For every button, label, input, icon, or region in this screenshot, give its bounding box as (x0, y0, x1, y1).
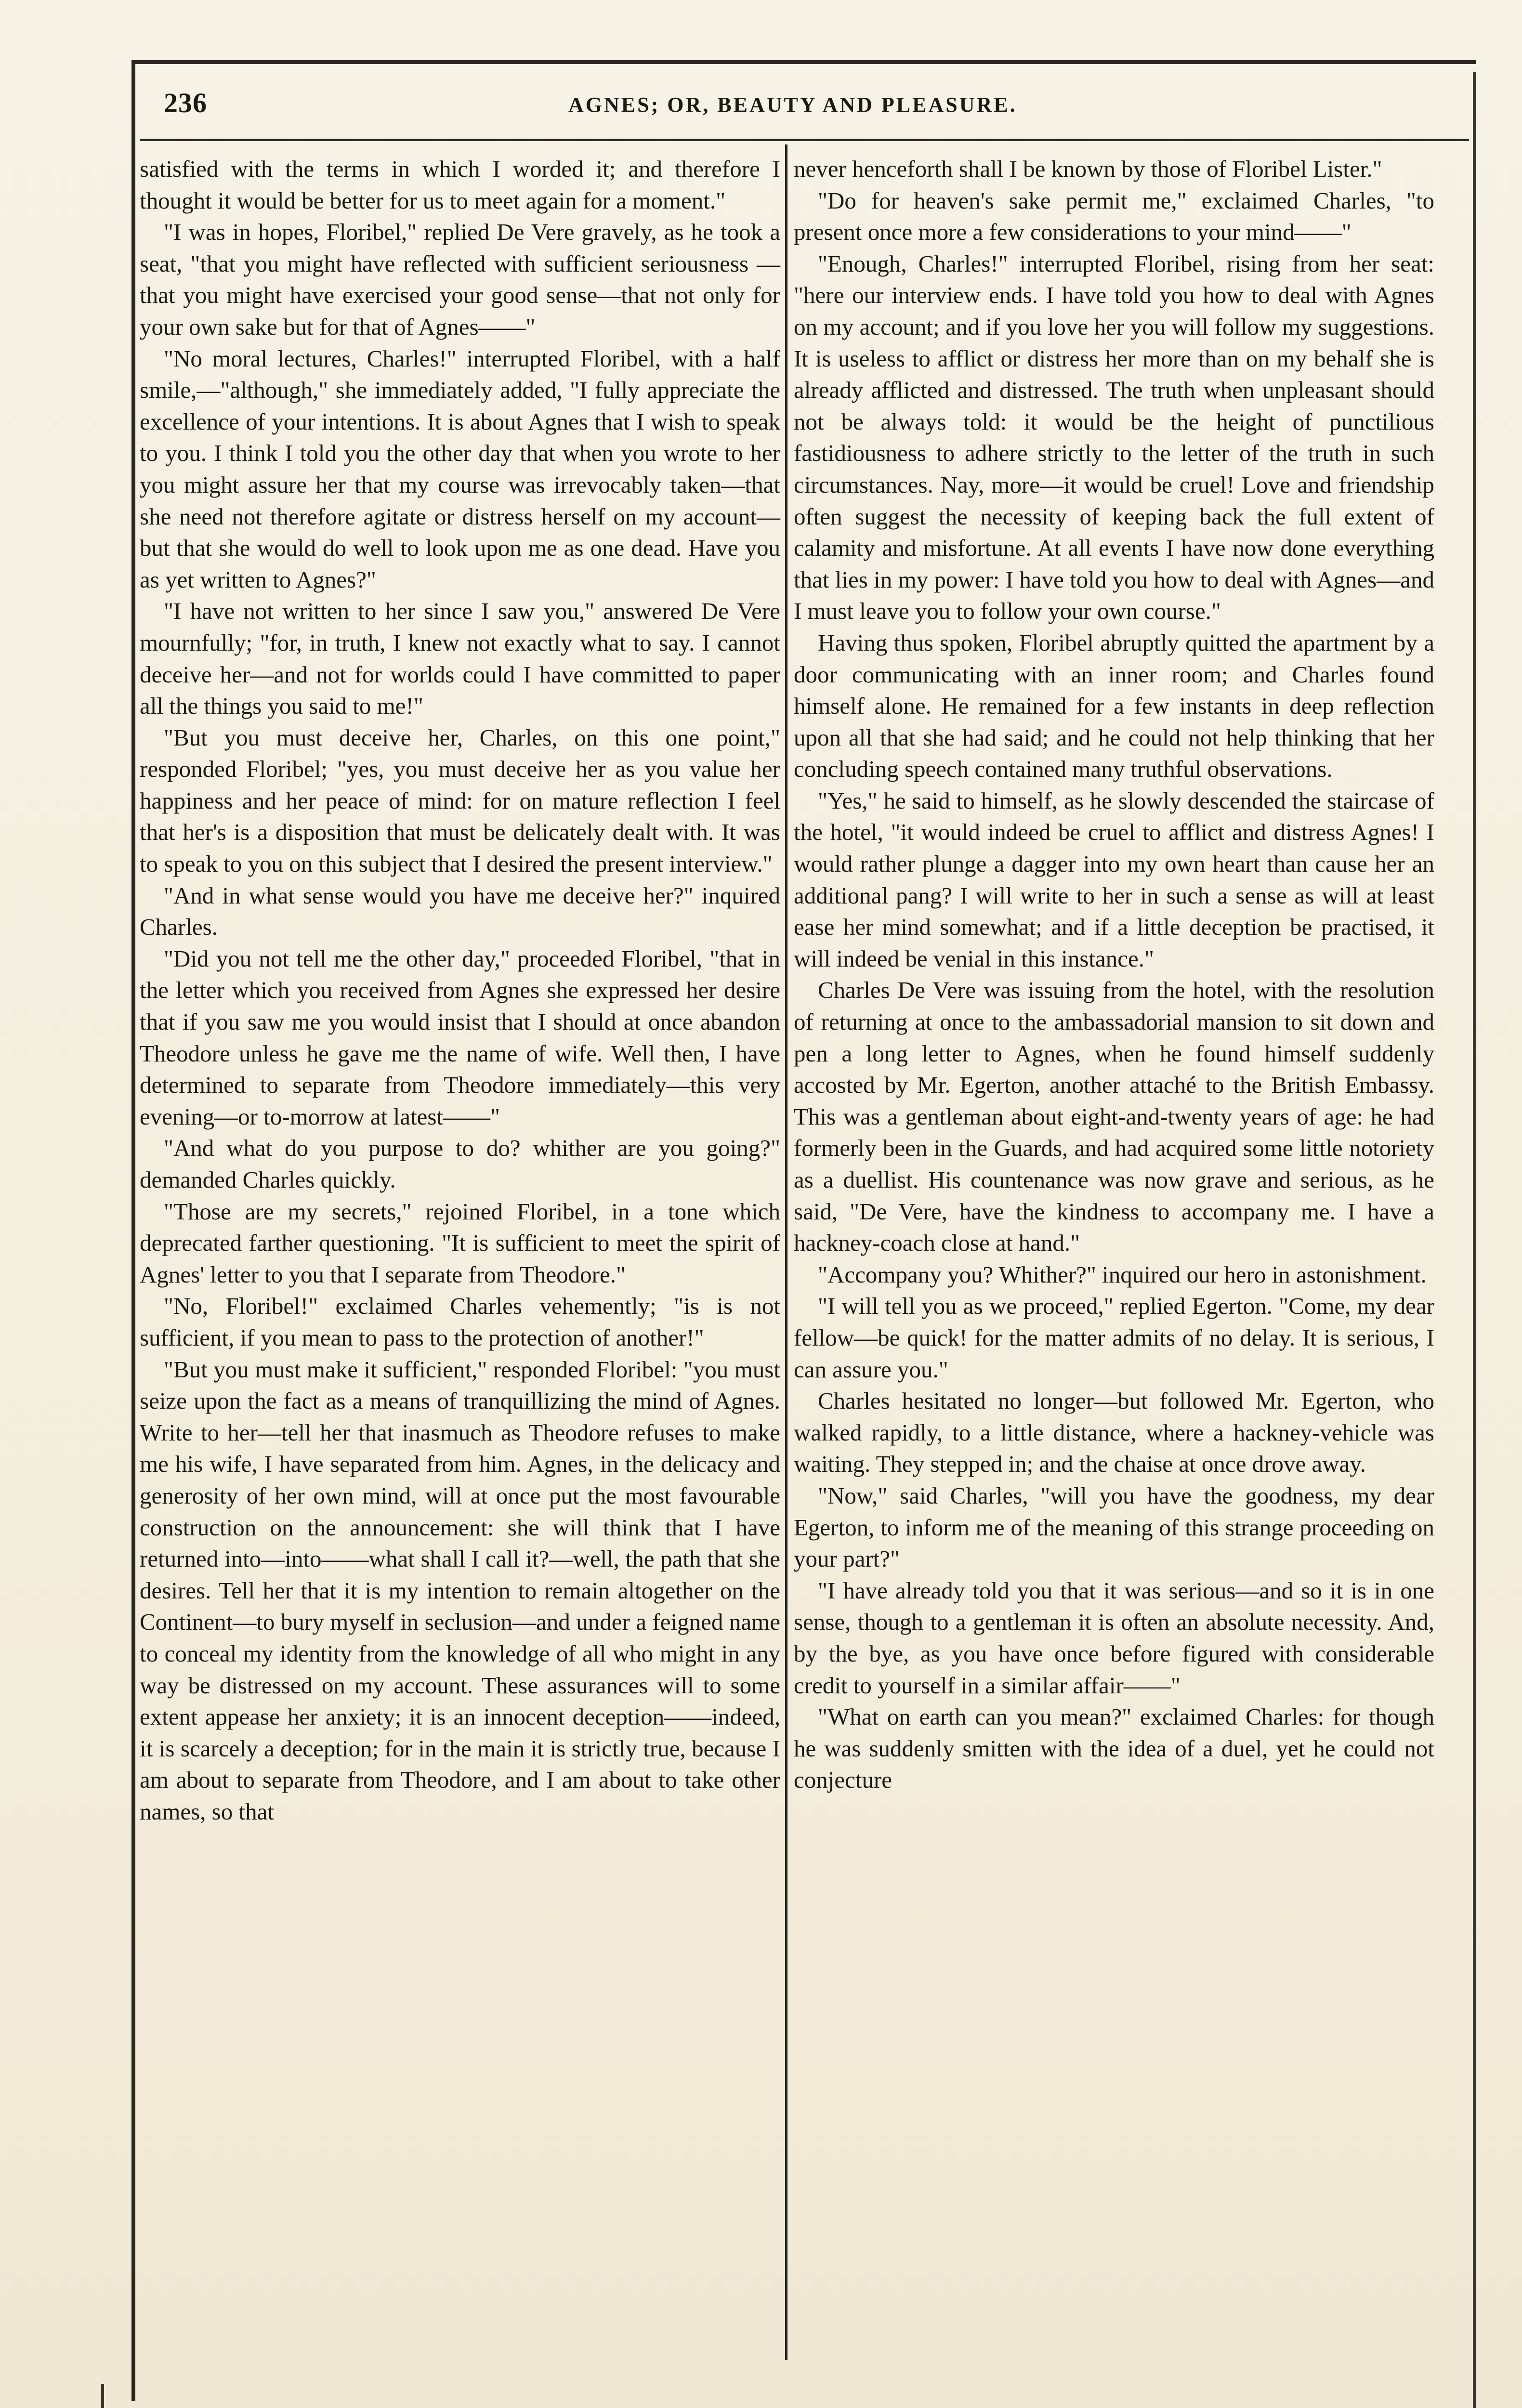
paragraph: "I have not written to her since I saw you," answered De Vere mournfully; "for, in truth, I knew not exactly what to say. I cannot deceive her—and not for worlds could I have committed to paper all the things you said to me!" (140, 598, 780, 720)
left-text-column (140, 153, 780, 1827)
margin-mark (101, 2384, 104, 2408)
paragraph: "Now," said Charles, "will you have the goodness, my dear Egerton, to inform me of the meaning of this strange proceeding on your part?" (794, 1482, 1434, 1572)
paragraph: "But you must make it sufficient," responded Floribel: "you must seize upon the fact as a means of tranquillizing the mind of Agnes. Write to her—tell her that inasmuch as Theodore refuses to make me his wife, I have separated from him. Agnes, in the delicacy and generosity of her own mind, will at once put the most favourable construction on the announcement: she will think that I have returned into—into——what shall I call it?—well, the path that she desires. Tell her that it is my intention to remain altogether on the Continent—to bury myself in seclusion—and under a feigned name to conceal my identity from the knowledge of all who might in any way be distressed on my account. These assurances will to some extent appease her anxiety; it is an innocent deception——indeed, it is scarcely a deception; for in the main it is strictly true, because I am about to separate from Theodore, and I am about to take other names, so that (140, 1356, 780, 1825)
paragraph: "Did you not tell me the other day," proceeded Floribel, "that in the letter which you received from Agnes she expressed her desire that if you saw me you would insist that I should at once abandon Theodore unless he gave me the name of wife. Well then, I have determined to separate from Theodore immediately—this very evening—or to-morrow at latest——" (140, 945, 780, 1130)
paragraph: satisfied with the terms in which I worded it; and therefore I thought it would be better for us to meet again for a moment." (140, 156, 780, 214)
paragraph: Charles De Vere was issuing from the hotel, with the resolution of returning at once to the ambassadorial mansion to sit down and pen a long letter to Agnes, when he found himself suddenly accosted by Mr. Egerton, another attaché to the British Embassy. This was a gentleman about eight-and-twenty years of age: he had formerly been in the Guards, and had acquired some little notoriety as a duellist. His countenance was now grave and serious, as he said, "De Vere, have the kindness to accompany me. I have a hackney-coach close at hand." (794, 977, 1434, 1256)
paragraph: "I have already told you that it was serious—and so it is in one sense, though to a gentleman it is often an absolute necessity. And, by the bye, as you have once before figured with considerable credit to yourself in a similar affair——" (794, 1577, 1434, 1699)
paragraph: "Yes," he said to himself, as he slowly descended the staircase of the hotel, "it would indeed be cruel to afflict and distress Agnes! I would rather plunge a dagger into my own heart than cause her an additional pang? I will write to her in such a sense as will at least ease her mind somewhat; and if a little deception be practised, it will indeed be venial in this instance." (794, 787, 1434, 972)
paragraph: "No moral lectures, Charles!" interrupted Floribel, with a half smile,—"although," she immediately added, "I fully appreciate the excellence of your intentions. It is about Agnes that I wish to speak to you. I think I told you the other day that when you wrote to her you might assure her that my course was irrevocably taken—that she need not therefore agitate or distress herself on my account—but that she would do well to look upon me as one dead. Have you as yet written to Agnes?" (140, 345, 780, 593)
header-divider (140, 139, 1469, 141)
paragraph: "And in what sense would you have me deceive her?" inquired Charles. (140, 882, 780, 941)
paragraph: Having thus spoken, Floribel abruptly quitted the apartment by a door communicating with an inner room; and Charles found himself alone. He remained for a few instants in deep reflection upon all that she had said; and he could not help thinking that her concluding speech contained many truthful observations. (794, 629, 1434, 783)
paragraph: never henceforth shall I be known by those of Floribel Lister." (794, 156, 1382, 182)
running-title: AGNES; OR, BEAUTY AND PLEASURE. (568, 93, 1017, 117)
paragraph: "Enough, Charles!" interrupted Floribel, rising from her seat: "here our interview ends. I have told you how to deal with Agnes on my account; and if you love her you will follow my suggestions. It is useless to afflict or distress her more than on my behalf she is already afflicted and distressed. The truth when unpleasant should not be always told: it would be the height of punctilious fastidiousness to adhere strictly to the letter of the truth in such circumstances. Nay, more—it would be cruel! Love and friendship often suggest the necessity of keeping back the full extent of calamity and misfortune. At all events I have now done everything that lies in my power: I have told you how to deal with Agnes—and I must leave you to follow your own course." (794, 250, 1434, 625)
page-frame-left-rule (131, 60, 135, 2401)
paragraph: "Do for heaven's sake permit me," exclaimed Charles, "to present once more a few considerations to your mind——" (794, 187, 1434, 246)
column-divider (785, 144, 787, 2360)
paragraph: "Those are my secrets," rejoined Floribel, in a tone which deprecated farther questioning. "It is sufficient to meet the spirit of Agnes' letter to you that I separate from Theodore." (140, 1198, 780, 1288)
paragraph: Charles hesitated no longer—but followed Mr. Egerton, who walked rapidly, to a little distance, where a hackney-vehicle was waiting. They stepped in; and the chaise at once drove away. (794, 1387, 1434, 1478)
right-text-column (794, 153, 1434, 1796)
paragraph: "I was in hopes, Floribel," replied De Vere gravely, as he took a seat, "that you might have reflected with sufficient seriousness — that you might have exercised your good sense—that not only for your own sake but for that of Agnes——" (140, 219, 780, 340)
paragraph: "No, Floribel!" exclaimed Charles vehemently; "is is not sufficient, if you mean to pass to the protection of another!" (140, 1293, 780, 1351)
page-number: 236 (164, 87, 207, 118)
paragraph: "Accompany you? Whither?" inquired our hero in astonishment. (818, 1261, 1427, 1288)
page-frame-right-rule (1473, 72, 1476, 2408)
paragraph: "And what do you purpose to do? whither are you going?" demanded Charles quickly. (140, 1135, 780, 1193)
paragraph: "I will tell you as we proceed," replied Egerton. "Come, my dear fellow—be quick! for the matter admits of no delay. It is serious, I can assure you." (794, 1293, 1434, 1383)
page-frame-top-rule (132, 60, 1476, 64)
paragraph: "But you must deceive her, Charles, on this one point," responded Floribel; "yes, you must deceive her as you value her happiness and her peace of mind: for on mature reflection I feel that her's is a disposition that must be delicately dealt with. It was to speak to you on this subject that I desired the present interview." (140, 724, 780, 877)
paragraph: "What on earth can you mean?" exclaimed Charles: for though he was suddenly smitten with the idea of a duel, yet he could not conjecture (794, 1703, 1434, 1793)
